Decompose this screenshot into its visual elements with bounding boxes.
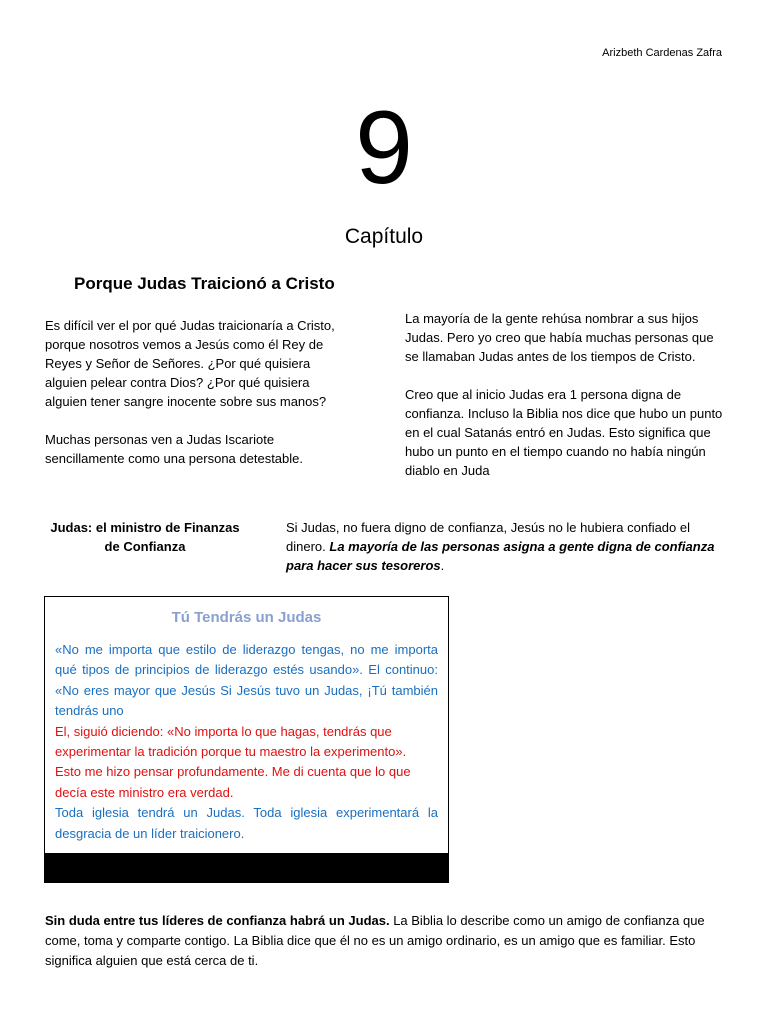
side-heading: Judas: el ministro de Finanzas de Confianza bbox=[50, 520, 240, 554]
right-column bbox=[405, 309, 725, 499]
closing-text: La Biblia lo describe como un amigo de confianza que come, toma y comparte contigo. La Biblia dice que él no es un amigo ordinario, es un amigo que es familiar. Esto significa alguien que está cerca de ti. bbox=[45, 913, 705, 968]
section-title: Porque Judas Traicionó a Cristo bbox=[74, 274, 335, 293]
callout-footer-bar bbox=[45, 853, 448, 882]
callout-body bbox=[55, 640, 438, 844]
right-paragraph-1: La mayoría de la gente rehúsa nombrar a sus hijos Judas. Pero yo creo que había muchas personas que se llamaban Judas antes de los tiempos de Cristo. bbox=[405, 311, 714, 364]
closing-bold: Sin duda entre tus líderes de confianza habrá un Judas. bbox=[45, 913, 390, 928]
chapter-number: 9 bbox=[355, 90, 413, 206]
side-text-end: . bbox=[440, 558, 445, 573]
chapter-label: Capítulo bbox=[344, 225, 424, 248]
left-column bbox=[45, 316, 355, 487]
side-text-plain: Si Judas, no fuera digno de confianza, Jesús no le hubiera confiado el dinero. bbox=[286, 520, 690, 554]
side-text-emphasis: La mayoría de las personas asigna a gente digna de confianza para hacer sus tesoreros bbox=[286, 539, 715, 573]
callout-quote-red-2: Esto me hizo pensar profundamente. Me di cuenta que lo que decía este ministro era verdad. bbox=[55, 764, 411, 800]
left-paragraph-1: Es difícil ver el por qué Judas traicionaría a Cristo, porque nosotros vemos a Jesús como él Rey de Reyes y Señor de Señores. ¿Por qué quisiera alguien pelear contra Dios? ¿Por qué quisiera alguien tener sangre inocente sobre sus manos? bbox=[45, 318, 335, 409]
author-name: Arizbeth Cardenas Zafra bbox=[602, 47, 722, 59]
callout-quote-red-1: El, siguió diciendo: «No importa lo que hagas, tendrás que experimentar la tradición porque tu maestro la experimento». bbox=[55, 723, 407, 760]
left-paragraph-2: Muchas personas ven a Judas Iscariote sencillamente como una persona detestable. bbox=[45, 432, 303, 466]
callout-title: Tú Tendrás un Judas bbox=[171, 609, 322, 626]
callout-quote-blue-1: «No me importa que estilo de liderazgo tengas, no me importa qué tipos de principios de liderazgo estés usando». El continuo: «No eres mayor que Jesús Si Jesús tuvo un Judas, ¡Tú también tendrás uno bbox=[55, 642, 438, 719]
callout-quote-blue-2: Toda iglesia tendrá un Judas. Toda iglesia experimentará la desgracia de un líder traicionero. bbox=[55, 805, 438, 841]
right-paragraph-2: Creo que al inicio Judas era 1 persona digna de confianza. Incluso la Biblia nos dice que hubo un punto en el cual Satanás entró en Judas. Esto significa que hubo un punto en el tiempo cuando no había ningún diablo en Juda bbox=[405, 387, 723, 478]
closing-paragraph bbox=[45, 911, 725, 971]
callout-box bbox=[44, 596, 449, 883]
side-paragraph bbox=[286, 518, 726, 575]
